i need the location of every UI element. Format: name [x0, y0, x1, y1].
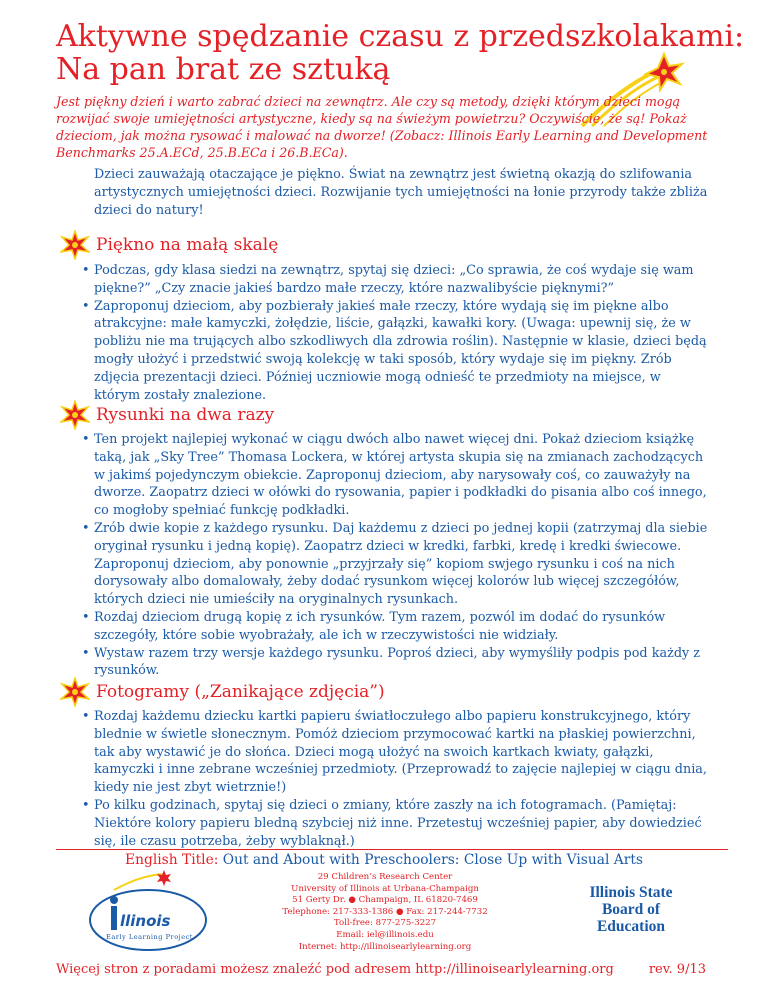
footer-divider [56, 849, 728, 850]
list-item: • Podczas, gdy klasa siedzi na zewnątrz, spytaj się dzieci: „Co sprawia, że coś wydaje się wam piękne?” „Czy znacie jakieś bardzo małe rzeczy, które nazwalibyście pięknymi?” [82, 262, 710, 298]
contact-line: 51 Gerty Dr. ● Champaign, IL 61820-7469 [292, 895, 478, 906]
section-title: Piękno na małą skalę [96, 235, 279, 255]
section-heading-2 [60, 400, 274, 430]
list-item: • Zrób dwie kopie z każdego rysunku. Daj każdemu z dzieci po jednej kopii (zatrzymaj dla siebie oryginał rysunku i jedną kopię). Zaopatrz dzieci w kredki, farbki, kredę i kredki świecowe. Zaproponuj dzieciom, aby ponownie „przyjrzały się” kopiom swjego rysunku i coś na nich dorysowały albo domalowały, żeby dodać rysunkom więcej kolorów lub więcej szczegółów, których dzieci nie umieściły na oryginalnych rysunkach. [82, 520, 710, 609]
section-heading-1 [60, 230, 278, 260]
footer-text: Więcej stron z poradami możesz znaleźć pod adresem http://illinoisearlylearning.org [56, 962, 614, 977]
contact-line: Internet: http://illinoisearlylearning.org [298, 941, 472, 952]
isbe-logo [572, 884, 690, 935]
logo-subtitle: Early Learning Project [106, 933, 193, 941]
section-heading-3 [60, 677, 385, 707]
section-title: Rysunki na dwa razy [96, 405, 275, 425]
list-item: • Wystaw razem trzy wersje każdego rysunku. Poproś dzieci, aby wymyśliły podpis pod każdy z rysunków. [82, 645, 710, 681]
section-title: Fotogramy („Zanikające zdjęcia”) [96, 682, 385, 702]
section-2-list [82, 431, 710, 680]
contact-line: Email: iel@illinois.edu [336, 929, 434, 940]
contact-line: Toll-free: 877-275-3227 [333, 918, 437, 929]
list-item: • Rozdaj dzieciom drugą kopię z ich rysunków. Tym razem, pozwól im dodać do rysunków szczegóły, które sobie wyobrażały, ale ich w rzeczywistości nie widziały. [82, 609, 710, 645]
list-item: • Zaproponuj dzieciom, aby pozbierały jakieś małe rzeczy, które wydają się im piękne albo atrakcyjne: małe kamyczki, żołędzie, liście, gałązki, kawałki kory. (Uwaga: upewnij się, że w pobliżu nie ma trujących albo szkodliwych dla zdrowia roślin). Następnie w klasie, dzieci będą mogły ułożyć i przedstwić swoją kolekcję w taki sposób, który wydaje się im piękny. Zrób zdjęcia prezentacji dzieci. Później uczniowie mogą odnieść te przedmioty na miejsce, w którym zostały znalezione. [82, 298, 710, 405]
contact-info [260, 872, 510, 953]
lead-paragraph: Dzieci zauważają otaczające je piękno. Świat na zewnątrz jest świetną okazją do szlifowania artystycznych umiejętności dzieci. Rozwijanie tych umiejętności na łonie przyrody także zbliża dzieci do natury! [94, 167, 708, 218]
section-1-list [82, 262, 710, 404]
star-icon [60, 400, 90, 430]
contact-line: 29 Children’s Research Center [317, 872, 453, 882]
list-item: • Po kilku godzinach, spytaj się dzieci o zmiany, które zaszły na ich fotogramach. (Pamiętaj: Niektóre kolory papieru bledną szybciej niż inne. Przetestuj wcześniej papier, aby dowiedzieć się, ile czasu potrzeba, żeby wyblaknął.) [82, 797, 710, 850]
list-item: • Rozdaj każdemu dziecku kartki papieru światłoczułego albo papieru konstrukcyjnego, który blednie w świetle słonecznym. Pomóż dzieciom przymocować kartki na płaskiej powierzchni, tak aby wystawić je do słońca. Dzieci mogą ułożyć na swoich kartkach kwiaty, gałązki, kamyczki i inne zebrane wcześniej przedmioty. (Przeprowadź to zajęcie najlepiej w ciągu dnia, kiedy nie jest zbyt wietrznie!) [82, 708, 710, 797]
isbe-line-1: Illinois State [589, 884, 673, 901]
english-title [0, 852, 768, 868]
title-line-2: Na pan brat ze sztuką [56, 52, 391, 87]
list-item: • Ten projekt najlepiej wykonać w ciągu dwóch albo nawet więcej dni. Pokaż dzieciom książkę taką, jak „Sky Tree” Thomasa Lockera, w której artysta skupia się na zmianach zachodzących w jakimś pojedynczym obiekcie. Zaproponuj dzieciom, aby narysowały coś, co zauważyły na dworze. Zaopatrz dzieci w ołówki do rysowania, papier i podkładki do pisania albo coś innego, co mogłoby spełniać funkcję podkładki. [82, 431, 710, 520]
iel-logo [84, 870, 212, 954]
contact-line: University of Illinois at Urbana-Champaign [291, 883, 479, 894]
star-icon [60, 230, 90, 260]
revision-label: rev. 9/13 [648, 962, 706, 977]
contact-line: Telephone: 217-333-1386 ● Fax: 217-244-7732 [282, 906, 488, 917]
star-icon [60, 677, 90, 707]
english-title-label: English Title: [125, 852, 219, 868]
english-title-text: Out and About with Preschoolers: Close Up with Visual Arts [222, 852, 643, 868]
title-line-1: Aktywne spędzanie czasu z przedszkolakami: [56, 19, 745, 54]
intro-text: Jest piękny dzień i warto zabrać dzieci na zewnątrz. Ale czy są metody, dzięki którym dzieci mogą rozwijać swoje umiejętności artystyczne, kiedy są na świeżym powietrzu? Oczywiście, że są! Pokaż dzieciom, jak można rysować i malować na dworze! (Zobacz: Illinois Early Learning and Development Benchmarks 25.A.ECd, 25.B.ECa i 26.B.ECa). [56, 94, 708, 160]
section-3-list [82, 708, 710, 850]
logo-wordmark: llinois [120, 912, 171, 930]
isbe-line-2: Board of Education [596, 901, 666, 935]
